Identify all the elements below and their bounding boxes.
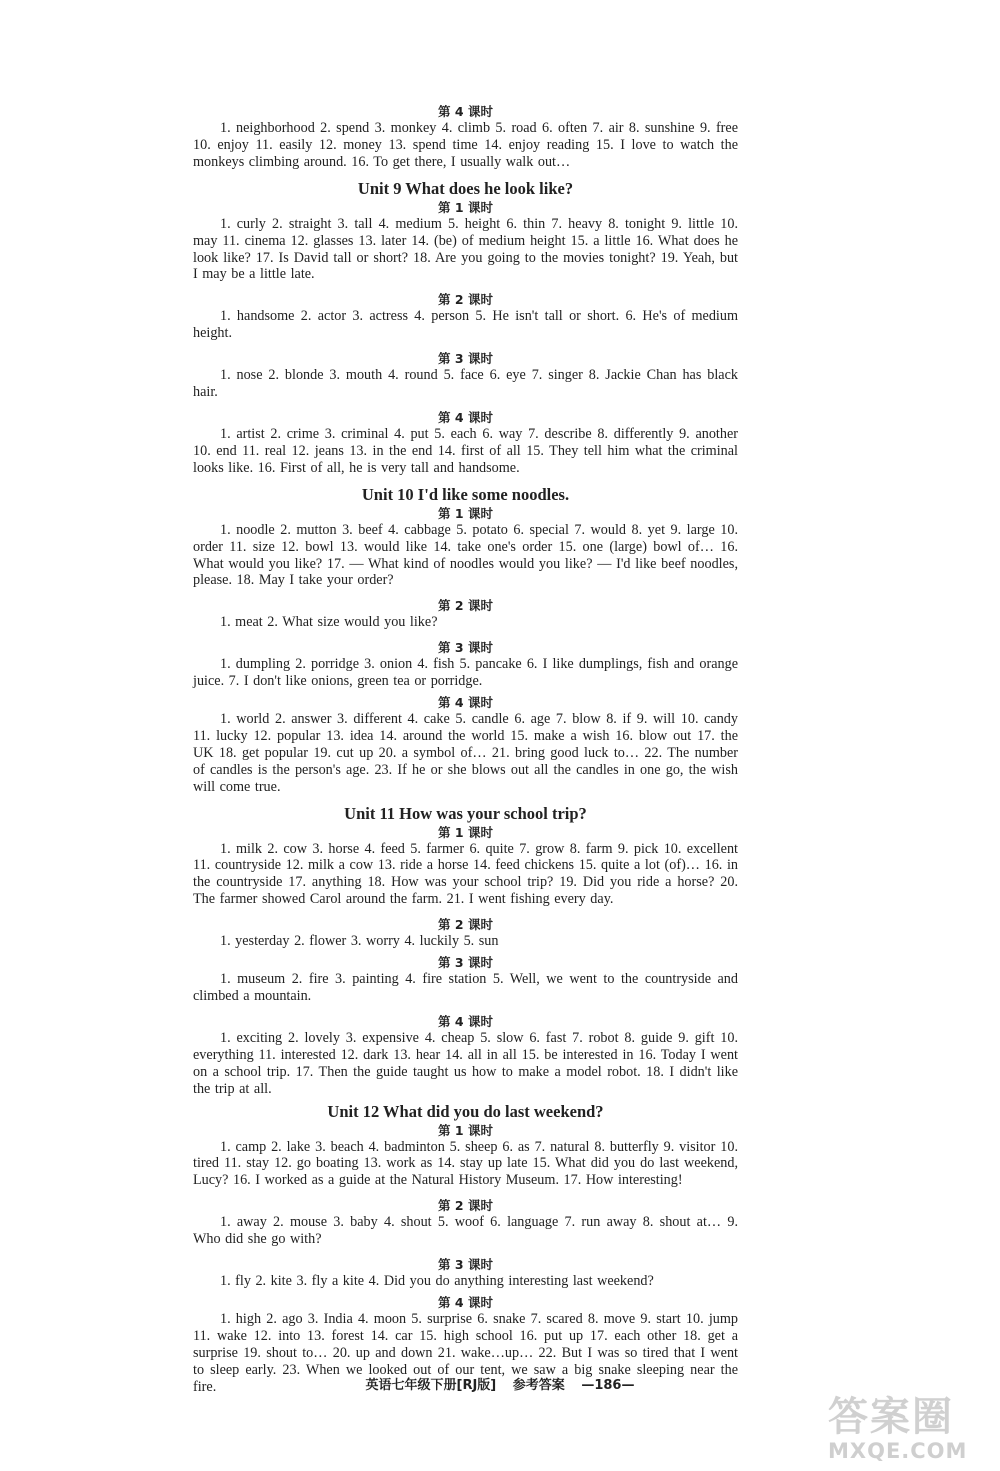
answer-key-content <box>193 103 738 1404</box>
unit-heading: Unit 11 How was your school trip? <box>344 803 587 823</box>
watermark-url: MXQE.COM <box>828 1439 968 1463</box>
footer-page-number: —186— <box>581 1378 635 1393</box>
answer-paragraph: 1. camp 2. lake 3. beach 4. badminton 5. sheep 6. as 7. natural 8. butterfly 9. visitor 10. tired 11. stay 12. go boating 13. work as 14. stay up late 15. What did you do last weekend, Lucy? 16. I worked as a guide at the Natural History Museum. 17. How interesting! <box>193 1138 738 1189</box>
lesson-heading: 第 1 课时 <box>438 824 493 840</box>
answer-paragraph: 1. away 2. mouse 3. baby 4. shout 5. woof 6. language 7. run away 8. shout at… 9. Who did she go with? <box>193 1214 738 1248</box>
answer-paragraph: 1. dumpling 2. porridge 3. onion 4. fish 5. pancake 6. I like dumplings, fish and orange juice. 7. I don't like onions, green tea or porridge. <box>193 656 738 690</box>
answer-paragraph: 1. meat 2. What size would you like? <box>219 614 438 631</box>
lesson-heading: 第 4 课时 <box>438 104 493 119</box>
page-footer <box>0 1374 1000 1393</box>
answer-paragraph: 1. artist 2. crime 3. criminal 4. put 5. each 6. way 7. describe 8. differently 9. another 10. end 11. real 12. jeans 13. in the end 14. first of all 15. They tell him what the criminal looks like. 16. First of all, he is very tall and handsome. <box>193 425 738 476</box>
lesson-heading: 第 4 课时 <box>438 409 493 425</box>
answer-paragraph: 1. museum 2. fire 3. painting 4. fire station 5. Well, we went to the countryside and climbed a mountain. <box>193 971 738 1004</box>
lesson-heading: 第 2 课时 <box>438 1198 493 1214</box>
footer-section: 参考答案 <box>512 1378 565 1393</box>
lesson-heading: 第 3 课时 <box>438 1257 493 1273</box>
lesson-heading: 第 3 课时 <box>438 351 493 367</box>
lesson-heading: 第 1 课时 <box>438 505 493 521</box>
answer-paragraph: 1. exciting 2. lovely 3. expensive 4. cheap 5. slow 6. fast 7. robot 8. guide 9. gift 10. everything 11. interested 12. dark 13. hear 14. all in all 15. be interested in 16. Today I went on a school trip. 17. Then the guide taught us how to make a model robot. 18. I didn't like the trip at all. <box>193 1029 738 1097</box>
lesson-heading: 第 4 课时 <box>438 695 493 711</box>
lesson-heading: 第 1 课时 <box>438 199 493 215</box>
unit-heading: Unit 10 I'd like some noodles. <box>361 484 570 504</box>
answer-paragraph: 1. neighborhood 2. spend 3. monkey 4. climb 5. road 6. often 7. air 8. sunshine 9. free 10. enjoy 11. easily 12. money 13. spend time 14. enjoy reading 15. I love to watch the monkeys climbing around. 16. To get there, I usually walk out… <box>193 120 738 170</box>
answer-paragraph: 1. curly 2. straight 3. tall 4. medium 5. height 6. thin 7. heavy 8. tonight 9. little 10. may 11. cinema 12. glasses 13. later 14. (be) of medium height 15. a little 16. What does he look like? 17. Is David tall or short? 18. Are you going to the movies tonight? 19. Yeah, but I may be a little late. <box>193 215 738 283</box>
lesson-heading: 第 4 课时 <box>438 1294 493 1310</box>
answer-paragraph: 1. noodle 2. mutton 3. beef 4. cabbage 5. potato 6. special 7. would 8. yet 9. large 10. order 11. size 12. bowl 13. would like 14. take one's order 15. one (large) bowl of… 16. What would you like? 17. — What kind of noodles would you like? — I'd like beef noodles, please. 18. May I take your order? <box>193 521 738 589</box>
lesson-heading: 第 2 课时 <box>438 292 493 308</box>
footer-book-title: 英语七年级下册[RJ版] <box>365 1378 497 1393</box>
lesson-heading: 第 3 课时 <box>438 640 493 656</box>
watermark-logo: 答案圈 <box>828 1394 954 1440</box>
lesson-heading: 第 3 课时 <box>438 955 493 971</box>
lesson-heading: 第 1 课时 <box>438 1122 493 1138</box>
unit-heading: Unit 9 What does he look like? <box>357 178 574 198</box>
answer-paragraph: 1. milk 2. cow 3. horse 4. feed 5. farmer 6. quite 7. grow 8. farm 9. pick 10. excellent 11. countryside 12. milk a cow 13. ride a horse 14. feed chickens 15. quite a lot (of)… 16. in the countryside 17. anything 18. How was your school trip? 19. Did you ride a horse? 20. The farmer showed Carol around the farm. 21. I went fishing every day. <box>193 840 738 908</box>
answer-paragraph: 1. fly 2. kite 3. fly a kite 4. Did you do anything interesting last weekend? <box>219 1273 654 1290</box>
lesson-heading: 第 2 课时 <box>438 598 493 614</box>
answer-paragraph: 1. handsome 2. actor 3. actress 4. person 5. He isn't tall or short. 6. He's of medium height. <box>193 308 738 342</box>
lesson-heading: 第 4 课时 <box>438 1013 493 1029</box>
watermark <box>828 1394 988 1466</box>
answer-paragraph: 1. high 2. ago 3. India 4. moon 5. surprise 6. snake 7. scared 8. move 9. start 10. jump 11. wake 12. into 13. forest 14. car 15. high school 16. put up 17. each other 18. get a surprise 19. shout to… 20. up and down 21. wake…up… 22. But I was so tired that I went to sleep early. 23. When we looked out of our tent, we saw a big snake sleeping near the fire. <box>193 1310 738 1395</box>
answer-paragraph: 1. world 2. answer 3. different 4. cake 5. candle 6. age 7. blow 8. if 9. will 10. candy 11. lucky 12. popular 13. idea 14. around the world 15. make a wish 16. blow out 17. the UK 18. get popular 19. cut up 20. a symbol of… 21. bring good luck to… 22. The number of candles is the person's age. 23. If he or she blows out all the candles in one go, the wish will come true. <box>193 711 738 795</box>
unit-heading: Unit 12 What did you do last weekend? <box>327 1101 604 1121</box>
lesson-heading: 第 2 课时 <box>438 917 493 933</box>
answer-paragraph: 1. yesterday 2. flower 3. worry 4. luckily 5. sun <box>219 933 499 950</box>
answer-paragraph: 1. nose 2. blonde 3. mouth 4. round 5. face 6. eye 7. singer 8. Jackie Chan has black hair. <box>193 367 738 401</box>
